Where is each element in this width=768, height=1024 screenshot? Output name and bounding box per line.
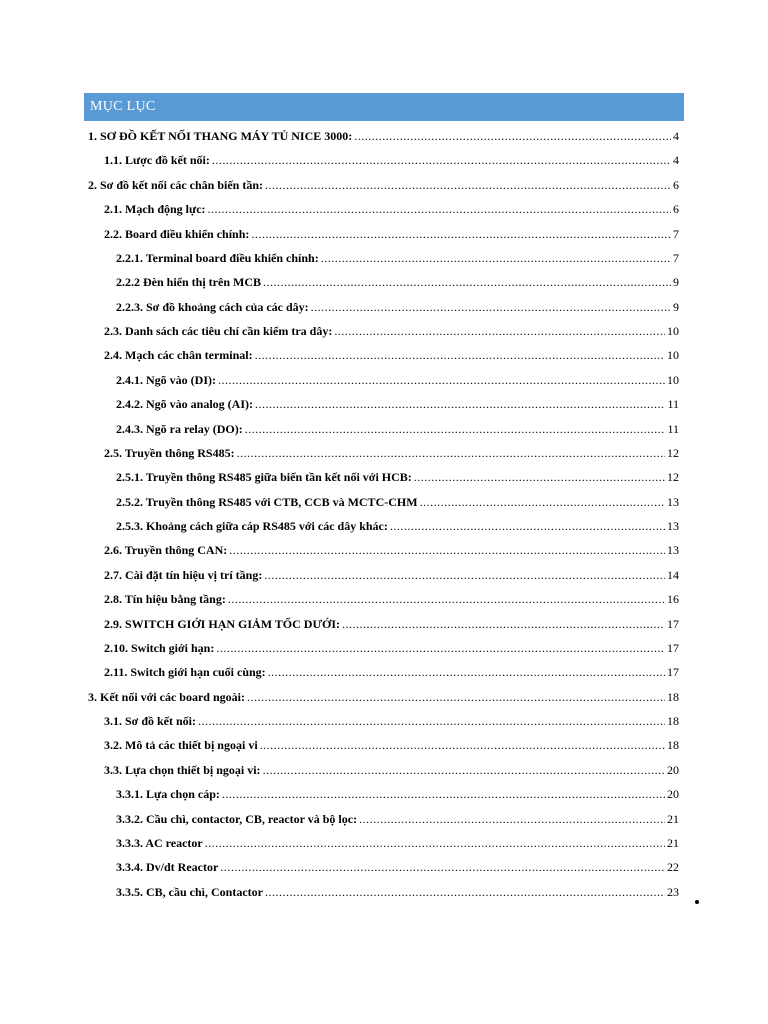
toc-entry[interactable]	[104, 567, 679, 583]
toc-entry-title: 2.4. Mạch các chân terminal:	[104, 348, 253, 362]
toc-entry-page: 10	[667, 324, 679, 338]
toc-entry[interactable]	[104, 664, 679, 680]
toc-entry[interactable]	[104, 542, 679, 558]
toc-entry-title: 3.3.4. Dv/dt Reactor	[116, 860, 219, 874]
toc-entry-page: 13	[667, 495, 679, 509]
toc-entry[interactable]	[104, 616, 679, 632]
toc-entry-page: 11	[667, 422, 679, 436]
toc-entry-title: 3.2. Mô tả các thiết bị ngoại vi	[104, 738, 258, 752]
toc-entry-title: 2.5.2. Truyền thông RS485 với CTB, CCB và MCTC-CHM	[116, 495, 418, 509]
toc-entry[interactable]	[116, 494, 679, 510]
toc-entry-title: 3.3.3. AC reactor	[116, 836, 203, 850]
toc-entry[interactable]	[104, 591, 679, 607]
toc-entry-title: 2.5.3. Khoảng cách giữa cáp RS485 với các dây khác:	[116, 519, 388, 533]
toc-entry[interactable]	[116, 250, 679, 266]
toc-entry[interactable]	[88, 177, 679, 193]
toc-entry-title: 3.1. Sơ đồ kết nối:	[104, 714, 196, 728]
toc-entry-page: 22	[667, 860, 679, 874]
toc-entry-page: 9	[673, 275, 679, 289]
toc-entry[interactable]	[88, 689, 679, 705]
toc-entry-page: 12	[667, 470, 679, 484]
toc-entry-title: 2.4.3. Ngõ ra relay (DO):	[116, 422, 243, 436]
toc-entry[interactable]	[88, 128, 679, 144]
toc-entry-page: 17	[667, 665, 679, 679]
toc-entry[interactable]	[116, 811, 679, 827]
toc-entry-title: 2. Sơ đồ kết nối các chân biến tần:	[88, 178, 263, 192]
toc-entry[interactable]	[104, 226, 679, 242]
toc-entry[interactable]	[104, 640, 679, 656]
toc-entry[interactable]	[116, 884, 679, 900]
toc-entry-title: 2.1. Mạch động lực:	[104, 202, 206, 216]
toc-entry-page: 13	[667, 519, 679, 533]
toc-entry-page: 10	[667, 348, 679, 362]
toc-entry[interactable]	[116, 372, 679, 388]
toc-entry-title: 1.1. Lược đồ kết nối:	[104, 153, 210, 167]
paragraph-mark-dot	[695, 900, 699, 904]
toc-entry-title: 2.2.1. Terminal board điều khiển chính:	[116, 251, 319, 265]
toc-entry[interactable]	[104, 323, 679, 339]
toc-entry-title: 3. Kết nối với các board ngoài:	[88, 690, 245, 704]
toc-heading: MỤC LỤC	[84, 93, 684, 121]
toc-entry-page: 14	[667, 568, 679, 582]
toc-entry-page: 20	[667, 787, 679, 801]
toc-entry[interactable]	[104, 762, 679, 778]
toc-entry-page: 12	[667, 446, 679, 460]
toc-entry-page: 21	[667, 836, 679, 850]
toc-entry-page: 18	[667, 690, 679, 704]
toc-entry[interactable]	[116, 274, 679, 290]
toc-entry-page: 16	[667, 592, 679, 606]
toc-entry-title: 2.8. Tín hiệu bằng tầng:	[104, 592, 226, 606]
toc-entry-title: 2.10. Switch giới hạn:	[104, 641, 215, 655]
toc-entry-title: 2.5. Truyền thông RS485:	[104, 446, 235, 460]
toc-entry-page: 23	[667, 885, 679, 899]
toc-entry-title: 2.6. Truyền thông CAN:	[104, 543, 228, 557]
toc-entry-page: 4	[673, 153, 679, 167]
toc-entry[interactable]	[116, 786, 679, 802]
toc-entry[interactable]	[116, 421, 679, 437]
toc-entry-title: 2.2. Board điều khiển chính:	[104, 227, 250, 241]
toc-entry-page: 6	[673, 178, 679, 192]
toc-entry-title: 3.3.2. Cầu chì, contactor, CB, reactor và bộ lọc:	[116, 812, 358, 826]
toc-entry-title: 2.11. Switch giới hạn cuối cùng:	[104, 665, 266, 679]
toc-entry-page: 17	[667, 617, 679, 631]
toc-entry[interactable]	[116, 518, 679, 534]
toc-entry-title: 2.5.1. Truyền thông RS485 giữa biến tần kết nối với HCB:	[116, 470, 412, 484]
toc-entry-title: 2.2.2 Đèn hiển thị trên MCB	[116, 275, 261, 289]
toc-entry-page: 13	[667, 543, 679, 557]
toc-entry-title: 3.3.1. Lựa chọn cáp:	[116, 787, 220, 801]
toc-entry-title: 2.3. Danh sách các tiêu chí cần kiểm tra dây:	[104, 324, 333, 338]
toc-entry-title: 2.2.3. Sơ đồ khoảng cách của các dây:	[116, 300, 309, 314]
toc-entry-page: 11	[667, 397, 679, 411]
toc-entry[interactable]	[104, 347, 679, 363]
toc-entry-title: 3.3.5. CB, cầu chì, Contactor	[116, 885, 263, 899]
toc-entry-page: 18	[667, 714, 679, 728]
toc-entry[interactable]	[116, 469, 679, 485]
toc-entry[interactable]	[104, 201, 679, 217]
toc-entry-page: 10	[667, 373, 679, 387]
toc-entry-title: 2.4.2. Ngõ vào analog (AI):	[116, 397, 253, 411]
toc-entry-title: 2.9. SWITCH GIỚI HẠN GIẢM TỐC DƯỚI:	[104, 617, 341, 631]
toc-entry-page: 4	[673, 129, 679, 143]
toc-entry-page: 20	[667, 763, 679, 777]
toc-entry-page: 7	[673, 227, 679, 241]
toc-entry[interactable]	[104, 445, 679, 461]
toc-entry[interactable]	[104, 152, 679, 168]
toc-entry-page: 7	[673, 251, 679, 265]
toc-entry-page: 6	[673, 202, 679, 216]
toc-entry-page: 9	[673, 300, 679, 314]
toc-entry[interactable]	[116, 859, 679, 875]
toc-entry-title: 2.7. Cài đặt tín hiệu vị trí tầng:	[104, 568, 263, 582]
toc-entry[interactable]	[104, 713, 679, 729]
toc-entry-title: 2.4.1. Ngõ vào (DI):	[116, 373, 216, 387]
toc-entry[interactable]	[116, 396, 679, 412]
toc-entry-page: 17	[667, 641, 679, 655]
toc-entry[interactable]	[116, 835, 679, 851]
toc-entry-page: 21	[667, 812, 679, 826]
toc-entry[interactable]	[104, 737, 679, 753]
toc-entry-title: 3.3. Lựa chọn thiết bị ngoại vi:	[104, 763, 261, 777]
toc-entry-page: 18	[667, 738, 679, 752]
toc-entry-title: 1. SƠ ĐỒ KẾT NỐI THANG MÁY TỦ NICE 3000:	[88, 129, 353, 143]
toc-entry[interactable]	[116, 299, 679, 315]
